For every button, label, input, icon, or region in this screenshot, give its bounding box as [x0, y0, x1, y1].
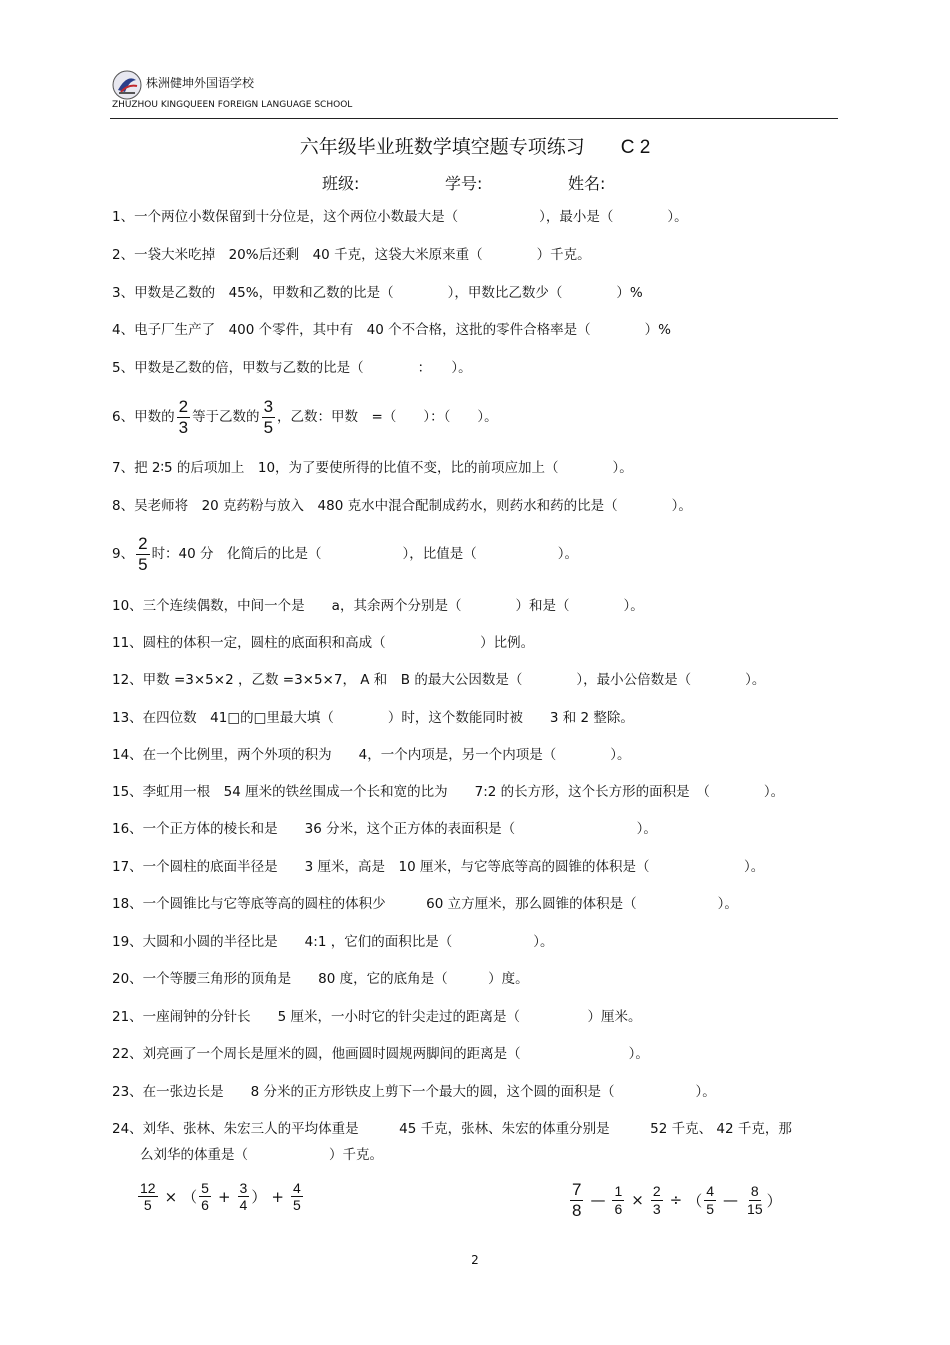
page-title	[0, 132, 950, 159]
e1-op1: ×	[164, 1187, 178, 1206]
e2-lparen: （	[687, 1191, 703, 1210]
e2-e-n: 8	[750, 1183, 759, 1200]
question-5: 5、甲数是乙数的倍，甲数与乙数的比是（ ： ）。	[112, 360, 472, 376]
question-6	[112, 397, 498, 437]
question-21: 21、一座闹钟的分针长 5 厘米，一小时它的针尖走过的距离是（ ）厘米。	[112, 1009, 642, 1025]
e2-a-n: 7	[572, 1180, 582, 1199]
e2-c-d: 3	[652, 1200, 661, 1217]
question-10: 10、三个连续偶数，中间一个是 a，其余两个分别是（ ）和是（ ）。	[112, 598, 644, 614]
e2-rparen: ）	[766, 1191, 782, 1210]
expression-2	[568, 1180, 782, 1220]
q9-denominator: 5	[138, 554, 148, 574]
q6-mid: 等于乙数的	[192, 409, 260, 426]
class-label: 班级:	[322, 174, 360, 193]
e2-op3: ÷	[669, 1191, 683, 1210]
e2-fraction-b	[612, 1183, 624, 1216]
question-12: 12、甲数 =3×5×2 ，乙数 =3×5×7， A 和 B 的最大公因数是（ ），最小公倍数是（ ）。	[112, 672, 766, 688]
school-logo-icon	[112, 70, 142, 100]
q6-prefix: 6、甲数的	[112, 409, 175, 426]
q6-suffix: ，乙数：甲数 =（ ）：（ ）。	[277, 409, 498, 426]
e2-a-d: 8	[572, 1200, 582, 1220]
question-16: 16、一个正方体的棱长和是 36 分米，这个正方体的表面积是（ ）。	[112, 821, 657, 837]
e1-fraction-b	[199, 1180, 211, 1213]
question-1: 1、一个两位小数保留到十分位是，这个两位小数最大是（ ），最小是（ ）。	[112, 209, 688, 225]
q6-f2-numerator: 3	[263, 397, 274, 416]
e2-fraction-a	[570, 1180, 583, 1220]
question-2: 2、一袋大米吃掉 20%后还剩 40 千克，这袋大米原来重（ ）千克。	[112, 247, 591, 263]
e1-op3: +	[271, 1187, 284, 1206]
e2-e-d: 15	[747, 1200, 763, 1217]
question-7: 7、把 2∶5 的后项加上 10，为了要使所得的比值不变，比的前项应加上（ ）。	[112, 460, 633, 476]
e1-c-d: 4	[239, 1197, 248, 1214]
question-4: 4、电子厂生产了 400 个零件，其中有 40 个不合格，这批的零件合格率是（ ）%	[112, 322, 671, 338]
e2-fraction-c	[651, 1183, 663, 1216]
e1-d-d: 5	[292, 1197, 301, 1214]
e1-fraction-d	[291, 1180, 303, 1213]
e2-d-n: 4	[706, 1183, 715, 1200]
question-23: 23、在一张边长是 8 分米的正方形铁皮上剪下一个最大的圆，这个圆的面积是（ ）。	[112, 1084, 716, 1100]
q9-fraction	[136, 534, 149, 574]
e2-d-d: 5	[706, 1200, 715, 1217]
q9-prefix: 9、	[112, 546, 135, 563]
e1-op2: +	[217, 1187, 231, 1206]
e1-a-n: 12	[140, 1180, 156, 1196]
question-13: 13、在四位数 41□的□里最大填（ ）时，这个数能同时被 3 和 2 整除。	[112, 710, 634, 726]
page-number: 2	[471, 1253, 479, 1267]
question-11: 11、圆柱的体积一定，圆柱的底面积和高成（ ）比例。	[112, 635, 535, 651]
q9-suffix: 时：40 分 化简后的比是（ ），比值是（ ）。	[151, 546, 579, 563]
header-divider	[110, 118, 838, 119]
e1-b-n: 5	[201, 1180, 209, 1196]
e1-a-d: 5	[143, 1197, 152, 1214]
student-name-label: 姓名:	[568, 174, 606, 193]
e2-b-d: 6	[614, 1200, 623, 1217]
question-8: 8、吴老师将 20 克药粉与放入 480 克水中混合配制成药水，则药水和药的比是（ ）。	[112, 498, 692, 514]
q6-f1-denominator: 3	[178, 417, 189, 437]
e2-b-n: 1	[614, 1183, 623, 1200]
page-header	[110, 68, 838, 120]
e2-fraction-d	[704, 1183, 716, 1216]
e2-op1: —	[590, 1191, 606, 1210]
question-18: 18、一个圆锥比与它等底等高的圆柱的体积少 60 立方厘米，那么圆锥的体积是（ ）。	[112, 896, 738, 912]
question-3: 3、甲数是乙数的 45%，甲数和乙数的比是（ ），甲数比乙数少（ ）%	[112, 285, 643, 301]
question-24-line-2: 么刘华的体重是（ ）千克。	[140, 1147, 383, 1163]
e1-rparen: ）	[251, 1188, 267, 1207]
q6-fraction-2	[262, 397, 275, 437]
e2-c-n: 2	[652, 1183, 661, 1200]
question-22: 22、刘亮画了一个周长是厘米的圆，他画圆时圆规两脚间的距离是（ ）。	[112, 1046, 649, 1062]
title-text: 六年级毕业班数学填空题专项练习	[299, 136, 585, 158]
e1-b-d: 6	[201, 1197, 209, 1214]
e1-fraction-c	[238, 1180, 250, 1213]
question-14: 14、在一个比例里，两个外项的积为 4，一个内项是，另一个内项是（ ）。	[112, 747, 631, 763]
question-9	[112, 534, 578, 574]
q6-fraction-1	[177, 397, 190, 437]
e1-c-n: 3	[239, 1180, 248, 1196]
e1-d-n: 4	[292, 1180, 301, 1196]
expression-1	[136, 1180, 305, 1213]
question-20: 20、一个等腰三角形的顶角是 80 度，它的底角是（ ）度。	[112, 971, 529, 987]
q6-f1-numerator: 2	[178, 397, 189, 416]
e2-fraction-e	[745, 1183, 765, 1216]
question-19: 19、大圆和小圆的半径比是 4:1 ，它们的面积比是（ ）。	[112, 934, 554, 950]
e1-lparen: （	[182, 1188, 198, 1207]
e1-fraction-a	[138, 1180, 158, 1213]
e2-op4: —	[723, 1191, 739, 1210]
school-name-en: ZHUZHOU KINGQUEEN FOREIGN LANGUAGE SCHOOL	[112, 100, 353, 110]
question-15: 15、李虹用一根 54 厘米的铁丝围成一个长和宽的比为 7:2 的长方形，这个长方形的面积是 （ ）。	[112, 784, 785, 800]
question-17: 17、一个圆柱的底面半径是 3 厘米，高是 10 厘米，与它等底等高的圆锥的体积是（ ）。	[112, 859, 765, 875]
q6-f2-denominator: 5	[263, 417, 274, 437]
title-code: C 2	[620, 137, 651, 158]
question-24-line-1: 24、刘华、张林、朱宏三人的平均体重是 45 千克，张林、朱宏的体重分别是 52 千克、 42 千克，那	[112, 1121, 792, 1137]
student-id-label: 学号:	[445, 174, 483, 193]
q9-numerator: 2	[138, 534, 148, 553]
e2-op2: ×	[631, 1191, 644, 1210]
student-info-line	[0, 171, 950, 194]
school-name-cn: 株洲健坤外国语学校	[146, 76, 255, 90]
